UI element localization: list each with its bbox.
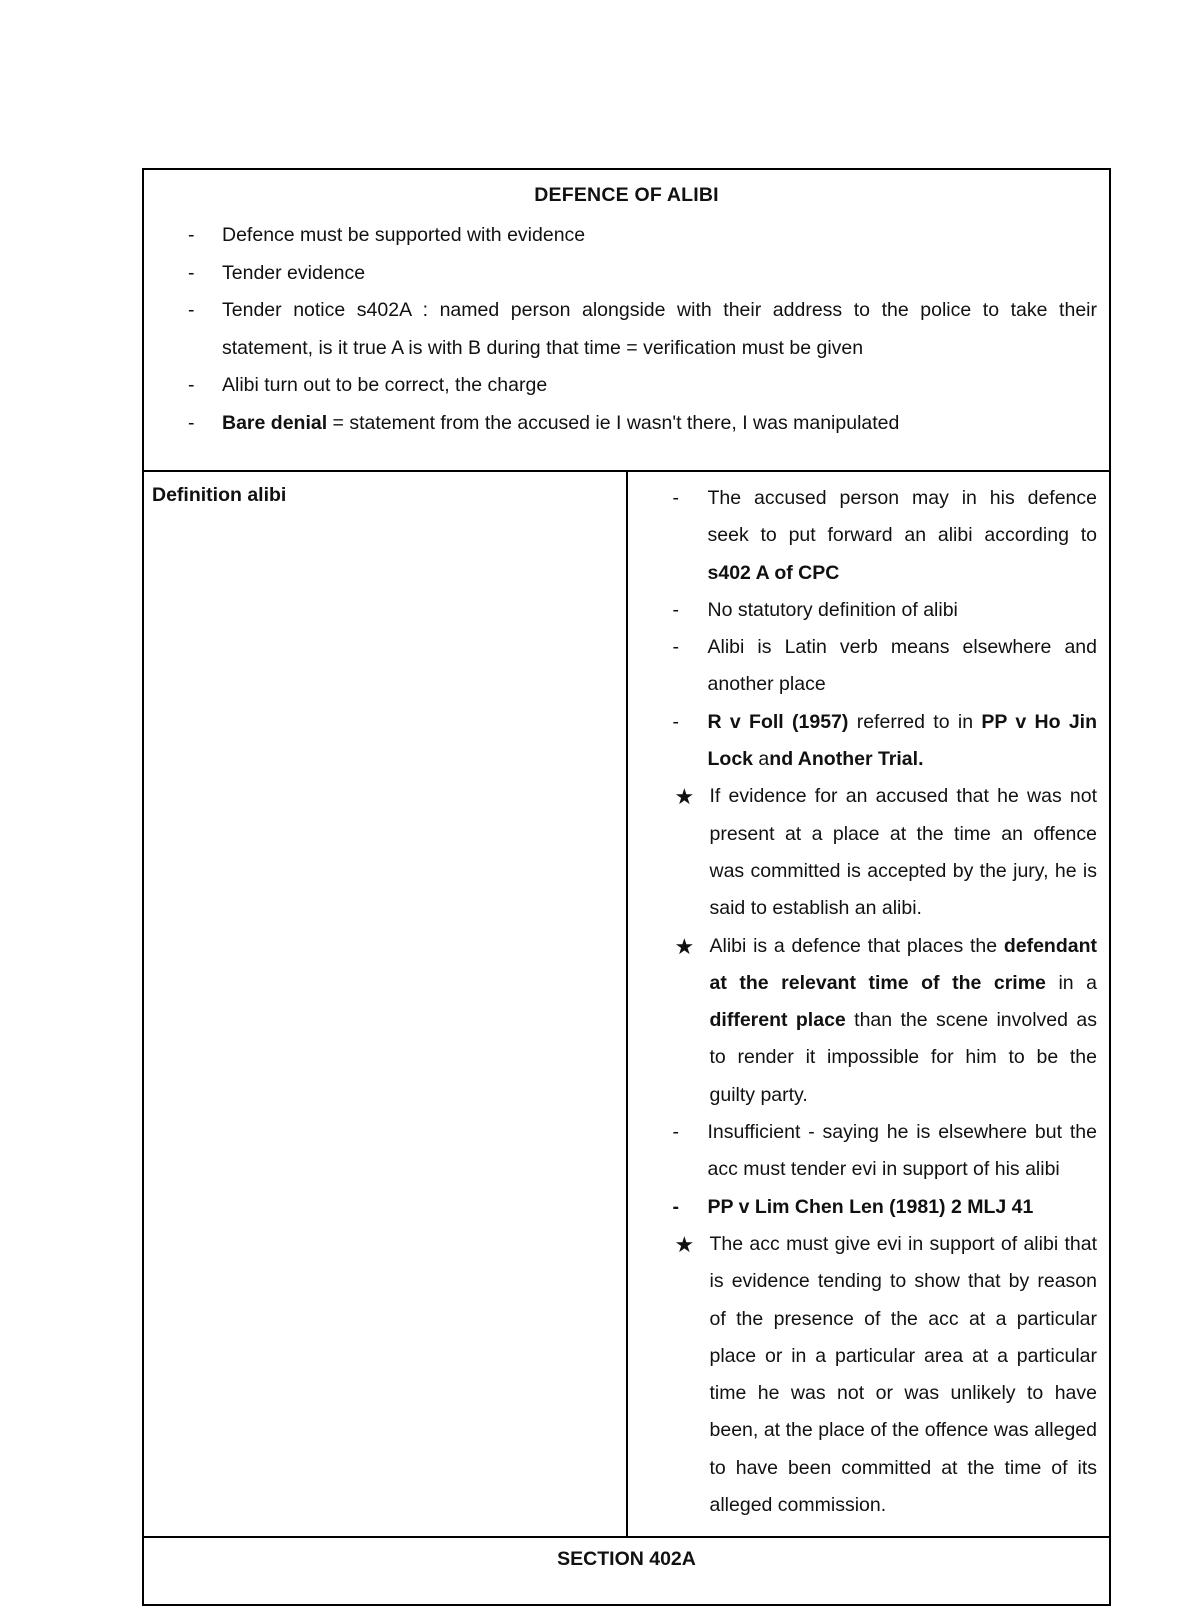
list-item: - Tender evidence bbox=[188, 261, 366, 284]
star-icon: ★ bbox=[674, 1231, 695, 1257]
sub-list bbox=[640, 778, 1098, 1114]
star-icon: ★ bbox=[674, 784, 695, 810]
list-item: - Alibi turn out to be correct, the charge bbox=[188, 374, 548, 396]
list-item: - PP v Lim Chen Len (1981) 2 MLJ 41 ★ The acc must give evi in support of alibi that is evidence tending to show that by reason of the presence of the acc at a particular place or in a particular area at a particular time he was not or was unlikely to have been, at the place of the offence was alleged to have been committed at the time of its alleged commission. bbox=[640, 1189, 1098, 1525]
list-item: - Insufficient - saying he is elsewhere but the acc must tender evi in support of his alibi bbox=[672, 1121, 1097, 1181]
list-item: - Bare denial = statement from the accused ie I wasn't there, I was manipulated bbox=[188, 411, 900, 434]
star-icon: ★ bbox=[674, 933, 695, 959]
definition-label-cell bbox=[143, 471, 627, 1537]
list-item: - No statutory definition of alibi bbox=[672, 598, 958, 621]
intro-cell bbox=[143, 169, 1110, 471]
section-heading: DEFENCE OF ALIBI bbox=[534, 184, 719, 206]
sub-list-item: ★ If evidence for an accused that he was not present at a place at the time an offence was committed is accepted by the jury, he is said to establish an alibi. bbox=[640, 778, 1098, 927]
notes-table bbox=[142, 168, 1111, 1606]
section-402a-cell bbox=[143, 1537, 1110, 1605]
list-item: - The accused person may in his defence seek to put forward an alibi according to s402 A of CPC bbox=[672, 487, 1097, 584]
list-item: - R v Foll (1957) referred to in PP v Ho Jin Lock and Another Trial. ★ If evidence for an accused that he was not present at a place at the time an offence was committed is accepted by the jury, he is said to establish an alibi. ★ Alibi is a defence that places the defendant at the relevant time of the crime in a different place than the scene involved as to render it impossible for him to be the guilty party. bbox=[640, 704, 1098, 1114]
sub-list bbox=[640, 1226, 1098, 1524]
table-row bbox=[143, 1537, 1110, 1605]
definition-label: Definition alibi bbox=[152, 484, 287, 506]
list-item: - Defence must be supported with evidence bbox=[188, 224, 586, 246]
definition-list bbox=[640, 480, 1098, 1524]
list-item: - Tender notice s402A : named person alongside with their address to the police to take their statement, is it true A is with B during that time = verification must be given bbox=[188, 299, 1097, 359]
section-heading: SECTION 402A bbox=[557, 1548, 696, 1571]
sub-list-item: ★ Alibi is a defence that places the defendant at the relevant time of the crime in a different place than the scene involved as to render it impossible for him to be the guilty party. bbox=[640, 928, 1098, 1114]
intro-list bbox=[156, 217, 1097, 442]
table-row bbox=[143, 471, 1110, 1537]
definition-content-cell bbox=[627, 471, 1111, 1537]
list-item: - Alibi is Latin verb means elsewhere and another place bbox=[672, 636, 1097, 696]
table-row bbox=[143, 169, 1110, 471]
sub-list-item: ★ The acc must give evi in support of alibi that is evidence tending to show that by reason of the presence of the acc at a particular place or in a particular area at a particular time he was not or was unlikely to have been, at the place of the offence was alleged to have been committed at the time of its alleged commission. bbox=[640, 1226, 1098, 1524]
